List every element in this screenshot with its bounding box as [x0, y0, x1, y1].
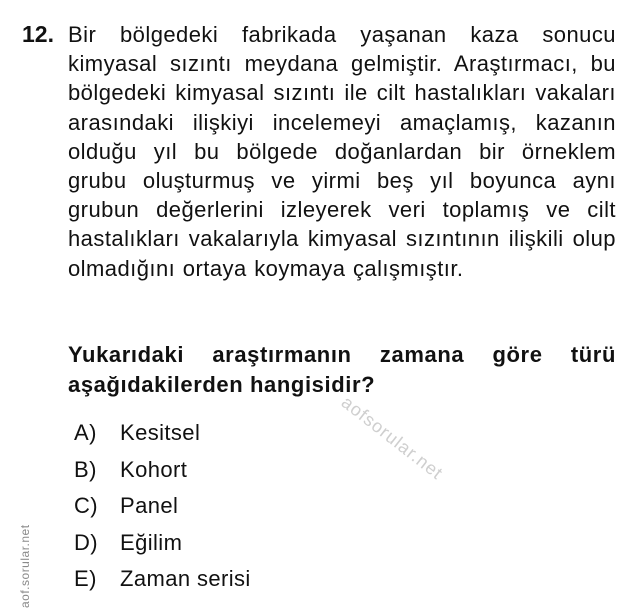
option-e[interactable]	[74, 564, 251, 601]
option-letter: D)	[74, 529, 99, 555]
question-prompt: Yukarıdaki araştırmanın zamana göre türü aşağıdakilerden hangisidir?	[68, 342, 616, 397]
option-letter: B)	[74, 456, 97, 482]
question-number: 12.	[22, 21, 54, 47]
option-text: Eğilim	[120, 529, 183, 555]
option-letter: A)	[74, 420, 97, 445]
option-text: Kesitsel	[120, 420, 201, 445]
option-d[interactable]	[74, 528, 251, 565]
question-stem: Bir bölgedeki fabrikada yaşanan kaza sonucu kimyasal sızıntı meydana gelmiştir. Araştırmacı, bu bölgedeki kimyasal sızıntı ile cilt hastalıkları vakaları arasındaki ilişkiyi incelemeyi amaçlamış, kazanın olduğu yıl bu bölgede doğanlardan bir örneklem grubu oluşturmuş ve yirmi beş yıl boyunca aynı grubun değerlerini izleyerek veri toplamış ve cilt hastalıkları vakalarıyla kimyasal sızıntının ilişkili olup olmadığını ortaya koymaya çalışmıştır.	[68, 22, 616, 281]
watermark-side: aof.sorular.net	[18, 524, 32, 608]
watermark-diagonal: aofsorular.net	[337, 392, 447, 484]
option-b[interactable]	[74, 455, 251, 492]
option-a[interactable]	[74, 418, 251, 455]
option-text: Kohort	[120, 456, 188, 482]
answer-options	[74, 418, 251, 601]
option-letter: C)	[74, 493, 99, 518]
option-c[interactable]	[74, 491, 251, 528]
option-text: Zaman serisi	[120, 566, 251, 591]
option-text: Panel	[120, 493, 179, 518]
option-letter: E)	[74, 566, 97, 591]
